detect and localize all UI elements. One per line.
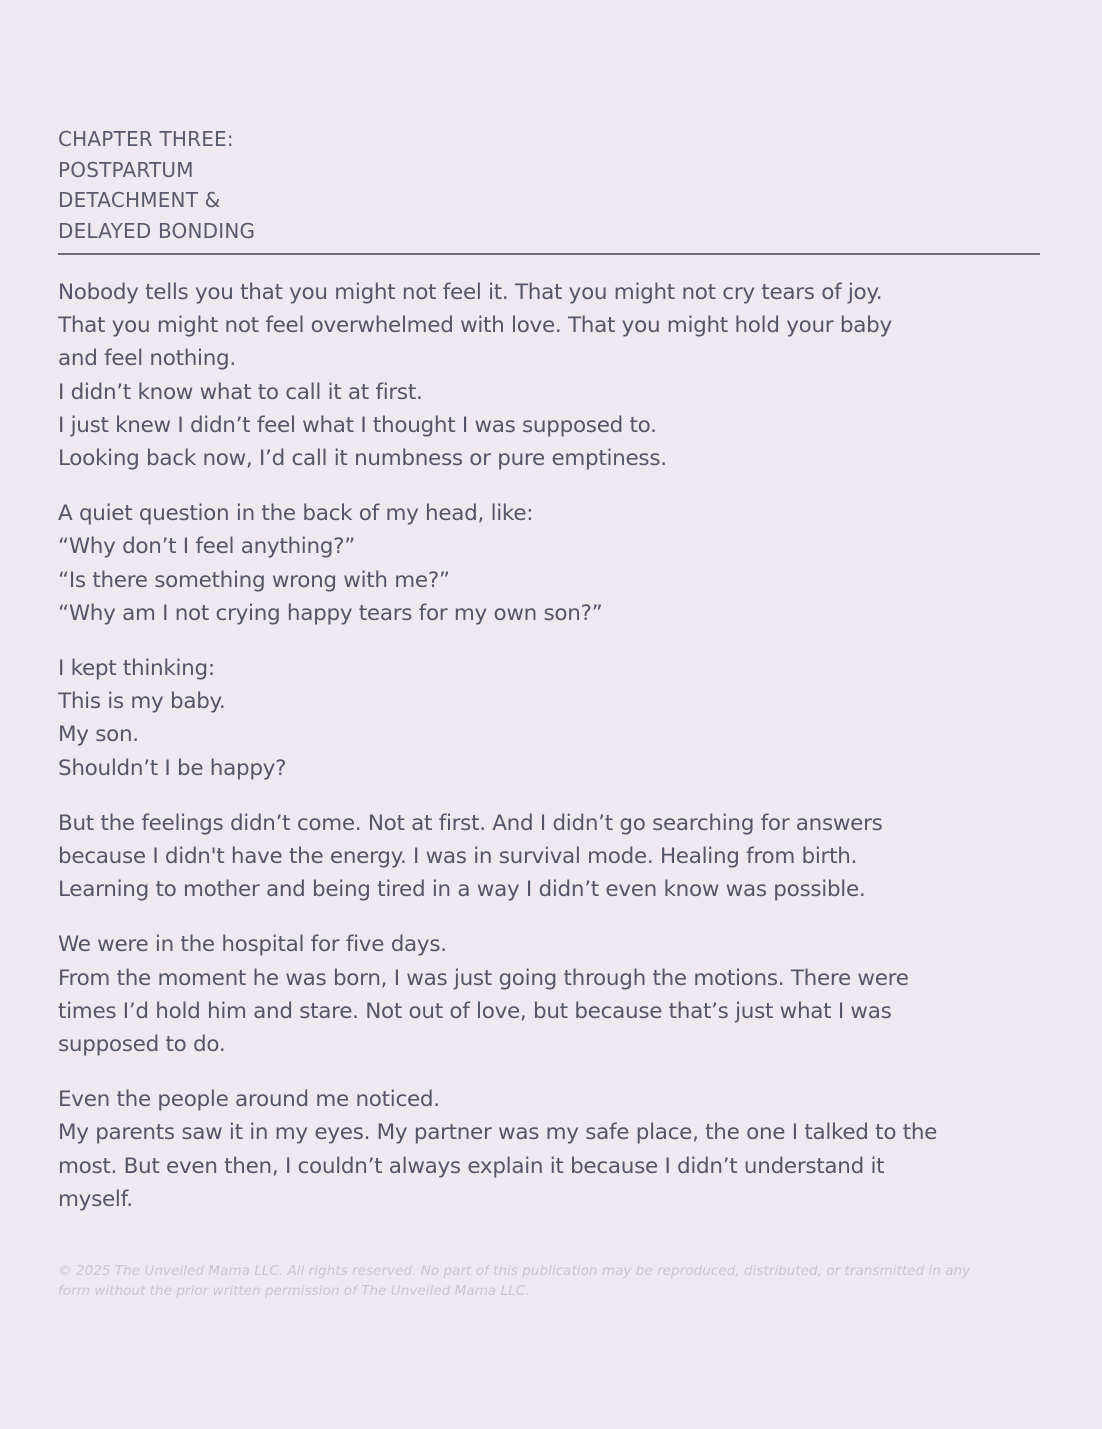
- heading-divider: [58, 253, 1040, 255]
- paragraph-line: A quiet question in the back of my head, like:: [58, 501, 534, 527]
- paragraph-line: most. But even then, I couldn’t always explain it because I didn’t understand it: [58, 1153, 885, 1179]
- copyright-notice: [58, 1261, 1040, 1301]
- paragraph-line: Even the people around me noticed.: [58, 1087, 440, 1113]
- paragraph-line: That you might not feel overwhelmed with love. That you might hold your baby: [58, 313, 892, 339]
- paragraph-line: I didn’t know what to call it at first.: [58, 379, 423, 405]
- chapter-heading-line: DETACHMENT &: [58, 188, 221, 212]
- chapter-heading-line: CHAPTER THREE:: [58, 127, 234, 151]
- paragraph: [58, 652, 1040, 785]
- paragraph-line: and feel nothing.: [58, 346, 236, 372]
- paragraph: [58, 497, 1040, 630]
- paragraph-line: We were in the hospital for five days.: [58, 932, 447, 958]
- paragraph-line: I kept thinking:: [58, 656, 215, 682]
- paragraph-line: But the feelings didn’t come. Not at first. And I didn’t go searching for answers: [58, 810, 883, 836]
- paragraph-line: “Is there something wrong with me?”: [58, 567, 450, 593]
- paragraph-line: Looking back now, I’d call it numbness or pure emptiness.: [58, 446, 667, 472]
- paragraph-line: From the moment he was born, I was just going through the motions. There were: [58, 965, 909, 991]
- paragraph-line: My parents saw it in my eyes. My partner was my safe place, the one I talked to the: [58, 1120, 938, 1146]
- paragraph-line: “Why don’t I feel anything?”: [58, 534, 356, 560]
- chapter-body: [58, 276, 1040, 1238]
- paragraph: [58, 1083, 1040, 1216]
- paragraph: [58, 807, 1040, 907]
- paragraph-line: My son.: [58, 722, 139, 748]
- chapter-heading: [58, 124, 1040, 246]
- copyright-line: © 2025 The Unveiled Mama LLC. All rights reserved. No part of this publication may be reproduced, distributed, or transmitted in any: [58, 1263, 971, 1279]
- paragraph-line: “Why am I not crying happy tears for my own son?”: [58, 600, 603, 626]
- paragraph-line: I just knew I didn’t feel what I thought I was supposed to.: [58, 412, 657, 438]
- paragraph-line: myself.: [58, 1186, 133, 1212]
- paragraph-line: Shouldn’t I be happy?: [58, 755, 287, 781]
- paragraph-line: times I’d hold him and stare. Not out of love, but because that’s just what I was: [58, 998, 892, 1024]
- copyright-line: form without the prior written permission of The Unveiled Mama LLC.: [58, 1283, 530, 1299]
- paragraph-line: Nobody tells you that you might not feel it. That you might not cry tears of joy.: [58, 280, 883, 305]
- chapter-heading-line: DELAYED BONDING: [58, 218, 256, 243]
- paragraph-line: Learning to mother and being tired in a way I didn’t even know was possible.: [58, 877, 866, 903]
- paragraph: [58, 928, 1040, 1061]
- chapter-heading-line: POSTPARTUM: [58, 157, 194, 182]
- document-page: [58, 0, 1040, 1429]
- paragraph: [58, 276, 1040, 475]
- paragraph-line: This is my baby.: [58, 689, 226, 715]
- paragraph-line: supposed to do.: [58, 1032, 226, 1058]
- paragraph-line: because I didn't have the energy. I was in survival mode. Healing from birth.: [58, 844, 858, 870]
